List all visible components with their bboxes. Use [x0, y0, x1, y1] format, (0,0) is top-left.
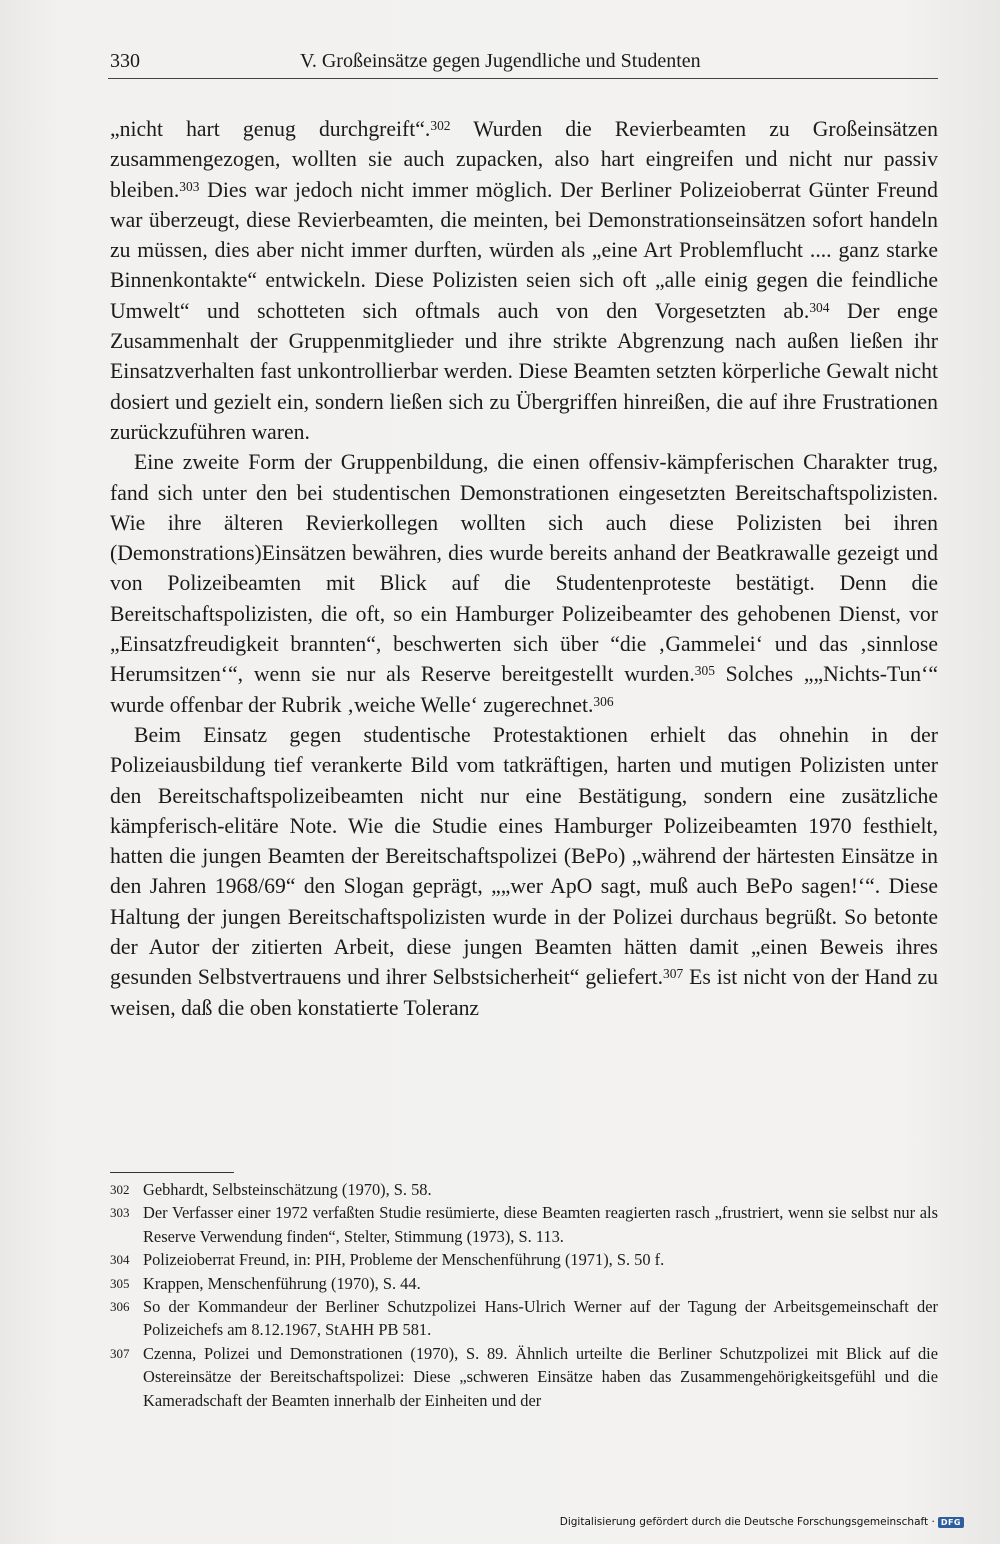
dfg-logo: DFG [938, 1517, 964, 1528]
footnote-text: Der Verfasser einer 1972 verfaßten Studie resümierte, diese Beamten reagierten rasch „frustriert, wenn sie selbst nur als Reserve Verwendung finden“, Stelter, Stimmung (1973), S. 113. [143, 1203, 938, 1246]
text-run: Der enge Zusammenhalt der Gruppenmitglieder und ihre strikte Abgrenzung nach außen ließen ihr Einsatzverhalten fast unkontrollierbar werden. Diese Beamten setzten körperliche Gewalt nicht dosiert und gezielt ein, sondern ließen sich zu Übergriffen hinreißen, die auf ihre Frustrationen zurückzuführen waren. [110, 298, 938, 444]
footnote-number: 305 [110, 1275, 130, 1291]
text-run: „nicht hart genug durchgreift“. [110, 117, 431, 141]
text-run: Eine zweite Form der Gruppenbildung, die einen offensiv-kämpferischen Charakter trug, fand sich unter den bei studentischen Demonstrationen eingesetzten Bereitschaftspolizisten. Wie ihre älteren Revierkollegen wollten sich auch diese Polizisten bei ihren (Demonstrations)Einsätzen bewähren, dies wurde bereits anhand der Beatkrawalle gezeigt und von Polizeibeamten mit Blick auf die Studentenproteste bestätigt. Denn die Bereitschaftspolizisten, die oft, so ein Hamburger Polizeibeamter des gehobenen Dienst, vor „Einsatzfreudigkeit brannten“, beschwerten sich über “die ‚Gammelei‘ und das ‚sinnlose Herumsitzen‘“, wenn sie nur als Reserve bereitgestellt wurden. [110, 450, 938, 687]
page-header [108, 48, 938, 79]
digitization-credit [560, 1516, 964, 1528]
footnote-number: 304 [110, 1252, 130, 1268]
footnote-reference: 306 [593, 693, 614, 709]
paragraph [110, 114, 938, 447]
paragraph [110, 720, 938, 1023]
footnote [110, 1201, 938, 1248]
text-run: Wurden die Revierbeamten zu Großeinsätzen zusammengezogen, wollten sie auch zupacken, also hart eingreifen und nicht nur passiv bleiben. [110, 117, 939, 202]
footnote-reference: 303 [179, 178, 200, 194]
footnote [110, 1178, 938, 1201]
main-text [110, 114, 938, 1023]
footnote-number: 307 [110, 1345, 130, 1361]
footnote-text: Czenna, Polizei und Demonstrationen (1970), S. 89. Ähnlich urteilte die Berliner Schutzpolizei mit Blick auf die Ostereinsätze der Bereitschaftspolizei: Diese „schweren Einsätze haben das Zusammengehörigkeitsgefühl und die Kameradschaft der Beamten innerhalb der Einheiten und der [143, 1343, 938, 1410]
text-run: Beim Einsatz gegen studentische Protestaktionen erhielt das ohnehin in der Polizeiausbildung tief verankerte Bild vom tatkräftigen, harten und mutigen Polizisten unter den Bereitschaftspolizeibeamten nicht nur eine Bestätigung, sondern eine zusätzliche kämpferisch-elitäre Note. Wie die Studie eines Hamburger Polizeibeamten 1970 festhielt, hatten die jungen Beamten der Bereitschaftspolizei (BePo) „während der härtesten Einsätze in den Jahren 1968/69“ den Slogan geprägt, „„wer ApO sagt, muß auch BePo sagen!‘“. Diese Haltung der jungen Bereitschaftspolizisten wurde in der Polizei durchaus begrüßt. So betonte der Autor der zitierten Arbeit, diese jungen Beamten hätten damit „einen Beweis ihres gesunden Selbstvertrauens und ihrer Selbstsicherheit“ geliefert. [110, 722, 938, 990]
paragraph [110, 447, 938, 720]
footnote [110, 1272, 938, 1295]
footnote-reference: 307 [663, 966, 684, 982]
footnote-number: 303 [110, 1205, 130, 1221]
page-number: 330 [110, 50, 140, 72]
footnote-text: Polizeioberrat Freund, in: PIH, Probleme der Menschenführung (1971), S. 50 f. [143, 1250, 665, 1270]
footnote-text: Gebhardt, Selbsteinschätzung (1970), S. 58. [143, 1180, 432, 1199]
running-title: V. Großeinsätze gegen Jugendliche und Studenten [300, 50, 701, 72]
footnote [110, 1248, 938, 1271]
text-run: Solches „„Nichts-Tun‘“ wurde offenbar der Rubrik ‚weiche Welle‘ zugerechnet. [110, 662, 938, 717]
footnote-separator [110, 1172, 234, 1173]
text-run: Es ist nicht von der Hand zu weisen, daß die oben konstatierte Toleranz [110, 965, 938, 1020]
footnote-text: So der Kommandeur der Berliner Schutzpolizei Hans-Ulrich Werner auf der Tagung der Arbeitsgemeinschaft der Polizeichefs am 8.12.1967, StAHH PB 581. [143, 1297, 938, 1340]
footnote [110, 1342, 938, 1412]
text-run: Dies war jedoch nicht immer möglich. Der Berliner Polizeioberrat Günter Freund war überzeugt, diese Revierbeamten, die meinten, bei Demonstrationseinsätzen sofort handeln zu müssen, dies aber nicht immer durften, würden als „eine Art Problemflucht .... ganz starke Binnenkontakte“ entwickeln. Diese Polizisten seien sich oft „alle einig gegen die feindliche Umwelt“ und schotteten sich oftmals auch von den Vorgesetzten ab. [110, 177, 938, 323]
footnote-number: 306 [110, 1299, 130, 1315]
footnote-reference: 305 [694, 663, 715, 679]
footnote-text: Krappen, Menschenführung (1970), S. 44. [143, 1273, 421, 1293]
footnotes [110, 1178, 938, 1412]
footnote [110, 1295, 938, 1342]
footnote-reference: 304 [809, 299, 830, 315]
footnote-number: 302 [110, 1182, 130, 1197]
footnote-reference: 302 [430, 117, 451, 133]
digitization-credit-text: Digitalisierung gefördert durch die Deutsche Forschungsgemeinschaft · [559, 1516, 935, 1528]
